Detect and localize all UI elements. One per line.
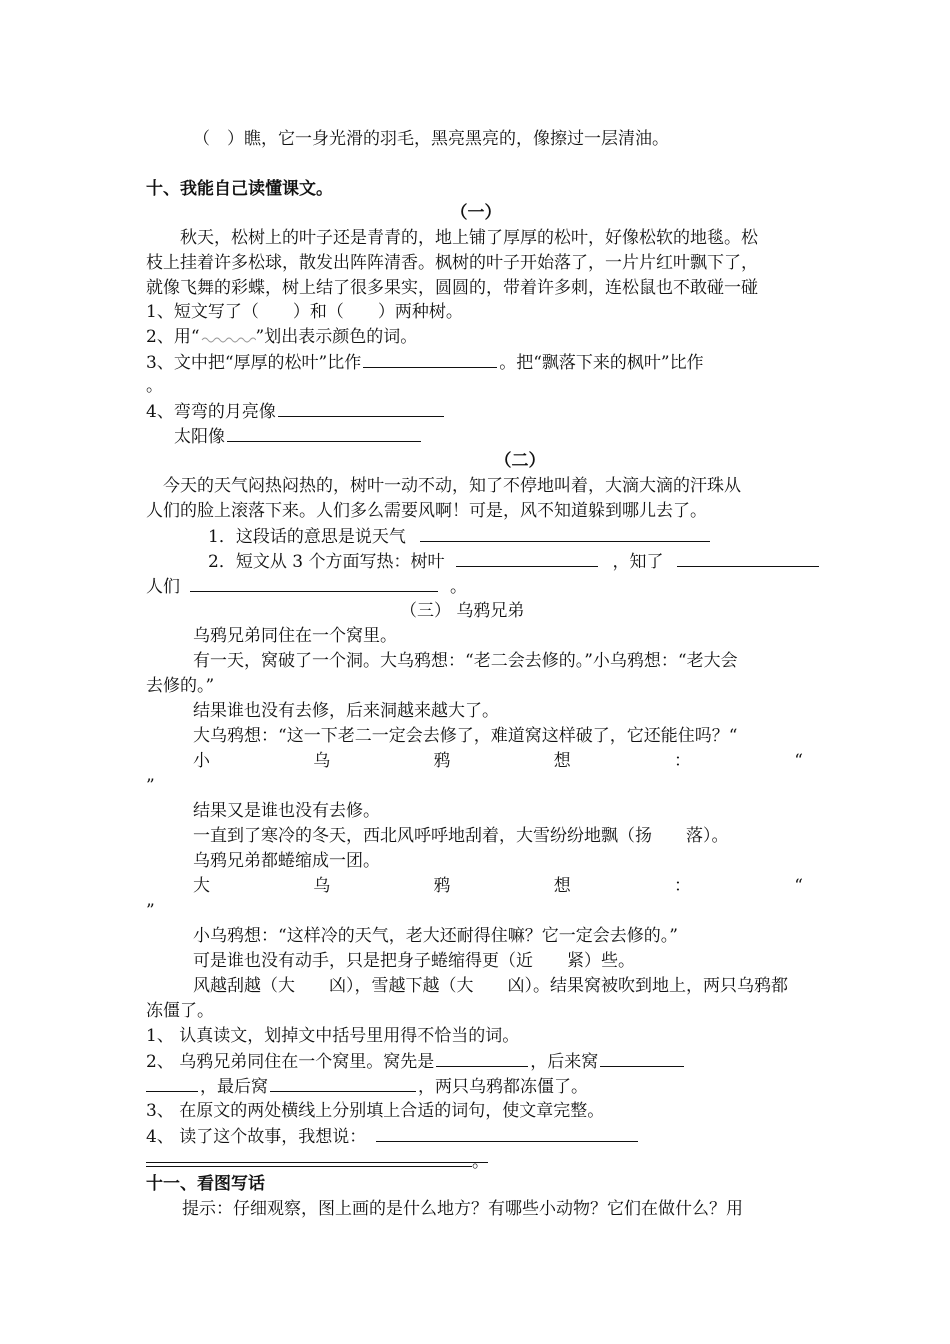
passage-2-line: 今天的天气闷热闷热的，树叶一动不动，知了不停地叫着，大滴大滴的汗珠从: [146, 476, 741, 496]
p1-q3-end: 。: [146, 376, 163, 396]
p2-q1-text: 1．这段话的意思是说天气: [208, 527, 406, 547]
section-11-hint: 提示：仔细观察，图上画的是什么地方？有哪些小动物？它们在做什么？用: [182, 1199, 743, 1219]
passage-3-spaced-line: [193, 749, 803, 773]
p2-q2-text-a: 2．短文从 3 个方面写热：树叶: [208, 552, 445, 572]
passage-1-line: 枝上挂着许多松球，散发出阵阵清香。枫树的叶子开始落了，一片片红叶飘下了，: [146, 253, 758, 273]
p3-question-3: 3、 在原文的两处横线上分别填上合适的词句，使文章完整。: [146, 1101, 605, 1121]
passage-3-title: （三） 乌鸦兄弟: [400, 601, 525, 621]
passage-2-title: （二）: [494, 451, 546, 471]
p1-q2-text-b: ”划出表示颜色的词。: [255, 327, 418, 347]
section-divider: [146, 1162, 488, 1163]
answer-blank[interactable]: [677, 549, 819, 567]
passage-3-line: 有一天，窝破了一个洞。大乌鸦想：“老二会去修的。”小乌鸦想：“老大会: [193, 651, 738, 671]
passage-3-line: 结果谁也没有去修，后来洞越来越大了。: [193, 701, 499, 721]
spaced-char: 想: [553, 876, 571, 896]
passage-3-line: 可是谁也没有动手，只是把身子蜷缩得更（近 紧）些。: [193, 951, 635, 971]
p2-question-2-cont: [146, 574, 467, 599]
prev-question-line: （ ）瞧，它一身光滑的羽毛，黑亮黑亮的，像擦过一层清油。: [193, 129, 669, 149]
p3-q4-end: 。: [472, 1152, 489, 1172]
wavy-underline-icon: [200, 332, 256, 344]
p3-q2-text-a: 2、 乌鸦兄弟同住在一个窝里。窝先是: [146, 1052, 435, 1072]
passage-1-title: （一）: [450, 203, 502, 223]
answer-blank[interactable]: [146, 1074, 198, 1092]
answer-blank[interactable]: [146, 1149, 472, 1167]
passage-3-line: 乌鸦兄弟同住在一个窝里。: [193, 626, 397, 646]
spaced-char: 大: [193, 876, 210, 896]
answer-blank[interactable]: [278, 399, 444, 417]
p2-q2-text-d: 。: [450, 577, 467, 597]
p3-q2-text-b: ，后来窝: [530, 1052, 599, 1072]
spaced-char: “: [794, 876, 803, 896]
p1-q4-text-a: 4、弯弯的月亮像: [146, 402, 276, 422]
p1-question-3: [146, 350, 704, 375]
p2-q2-text-c: 人们: [146, 577, 180, 597]
answer-blank[interactable]: [456, 549, 598, 567]
section-10-heading: 十、我能自己读懂课文。: [146, 179, 333, 199]
passage-3-line: 风越刮越（大 凶），雪越下越（大 凶）。结果窝被吹到地上，两只乌鸦都: [193, 976, 788, 996]
section-11-heading: 十一、看图写话: [146, 1174, 265, 1194]
answer-blank[interactable]: [227, 424, 421, 442]
spaced-char: 小: [193, 751, 210, 771]
p3-q4-text: 4、 读了这个故事，我想说：: [146, 1127, 367, 1147]
p2-question-2: [208, 549, 821, 574]
passage-3-line: 冻僵了。: [146, 1001, 214, 1021]
spaced-char: ：: [674, 876, 691, 896]
passage-3-line: 乌鸦兄弟都蜷缩成一团。: [193, 851, 380, 871]
passage-1-line: 秋天，松树上的叶子还是青青的，地上铺了厚厚的松叶，好像松软的地毯。松: [146, 228, 758, 248]
passage-3-line: 大乌鸦想：“这一下老二一定会去修了，难道窝这样破了，它还能住吗？“: [193, 726, 738, 746]
spaced-char: “: [794, 751, 803, 771]
spaced-char: 鸦: [433, 751, 451, 771]
p3-q2-text-c: ，最后窝: [200, 1077, 268, 1097]
passage-3-line: ”: [146, 776, 155, 796]
answer-blank[interactable]: [376, 1124, 638, 1142]
p1-question-4: [146, 399, 446, 424]
spaced-char: 鸦: [433, 876, 451, 896]
p3-question-1: 1、 认真读文，划掉文中括号里用得不恰当的词。: [146, 1026, 520, 1046]
spaced-char: ：: [674, 751, 691, 771]
p1-q4-text-b: 太阳像: [174, 427, 225, 447]
passage-3-line: 结果又是谁也没有去修。: [193, 801, 380, 821]
passage-3-line: ”: [146, 901, 155, 921]
answer-blank[interactable]: [363, 350, 497, 368]
spaced-char: 乌: [313, 751, 331, 771]
answer-blank[interactable]: [270, 1074, 416, 1092]
p3-question-4: [146, 1124, 640, 1149]
answer-blank[interactable]: [436, 1049, 528, 1067]
answer-blank[interactable]: [600, 1049, 684, 1067]
p3-question-2-cont: [146, 1074, 588, 1099]
passage-3-line: 小乌鸦想：“这样冷的天气，老大还耐得住嘛？它一定会去修的。”: [193, 926, 678, 946]
passage-2-line: 人们的脸上滚落下来。人们多么需要风啊！可是，风不知道躲到哪儿去了。: [146, 501, 707, 521]
spaced-char: 乌: [313, 876, 331, 896]
p1-q3-text-a: 3、文中把“厚厚的松叶”比作: [146, 353, 362, 373]
p1-question-1: 1、短文写了（ ）和（ ）两种树。: [146, 302, 463, 322]
p3-question-2: [146, 1049, 686, 1074]
p1-question-4-sun: [174, 424, 423, 449]
answer-blank[interactable]: [190, 574, 438, 592]
answer-blank[interactable]: [420, 524, 710, 542]
p3-q2-text-d: ，两只乌鸦都冻僵了。: [418, 1077, 588, 1097]
passage-3-spaced-line: [193, 874, 803, 898]
p1-q2-text-a: 2、用“: [146, 327, 200, 347]
passage-1-line: 就像飞舞的彩蝶，树上结了很多果实，圆圆的，带着许多刺，连松鼠也不敢碰一碰: [146, 278, 758, 298]
p1-question-2: [146, 325, 417, 349]
passage-3-line: 去修的。”: [146, 676, 215, 696]
passage-3-line: 一直到了寒冷的冬天，西北风呼呼地刮着，大雪纷纷地飘（扬 落）。: [193, 826, 729, 846]
spaced-char: 想: [553, 751, 571, 771]
p2-question-1: [208, 524, 712, 549]
p2-q2-text-b: ，知了: [612, 552, 664, 572]
p1-q3-text-b: 。把“飘落下来的枫叶”比作: [499, 353, 704, 373]
